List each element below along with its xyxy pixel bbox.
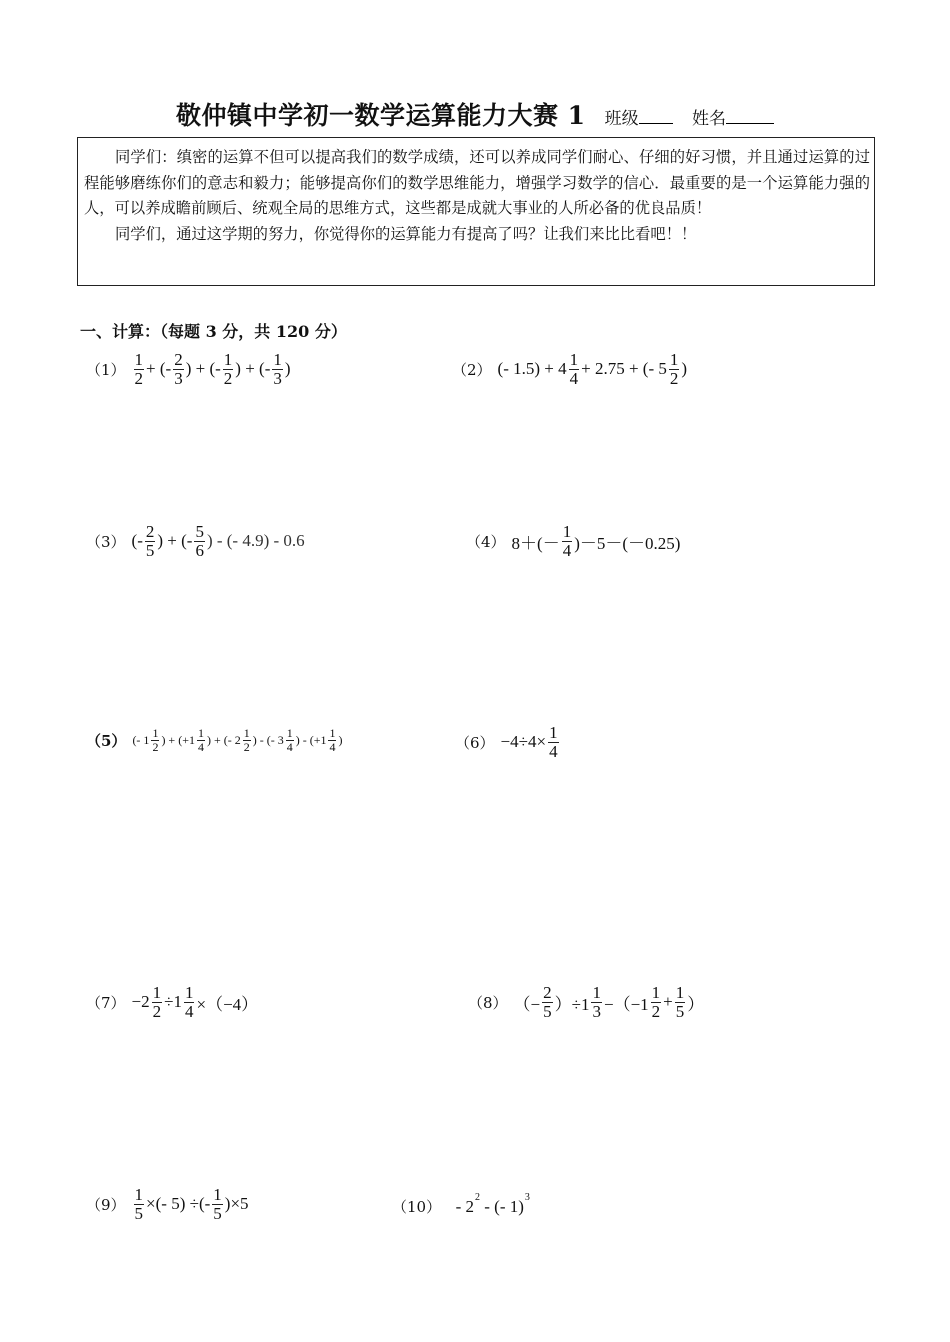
fraction: $\frac{1}{2}$: [152, 983, 162, 1021]
question-2: （2） (- 1.5) + 4 $\frac{1}{4}$ + 2.75 + (- 5 $\frac{1}{2}$ ): [452, 350, 688, 388]
fraction: $\frac{5}{6}$: [195, 522, 204, 560]
question-label: （4）: [466, 532, 506, 551]
fraction: $\frac{1}{5}$: [675, 983, 685, 1021]
question-9: （9） $\frac{1}{5}$ ×(- 5) ÷(- $\frac{1}{5}$ )×5: [86, 1185, 249, 1223]
class-field: [605, 109, 678, 129]
question-8: （8） （− $\frac{2}{5}$ ）÷1 $\frac{1}{3}$ −（−1 $\frac{1}{2}$ + $\frac{1}{5}$ ）: [468, 983, 705, 1021]
fraction: $\frac{1}{4}$: [562, 522, 572, 560]
question-label: （10）: [392, 1198, 442, 1216]
section-heading: 一、计算：（每题 3 分，共 120 分）: [80, 322, 347, 341]
intro-paragraph-1: 同学们：缜密的运算不但可以提高我们的数学成绩，还可以养成同学们耐心、仔细的好习惯，并且通过运算的过程能够磨练你们的意志和毅力；能够提高你们的数学思维能力，增强学习数学的信心．最重要的是一个运算能力强的人，可以养成瞻前顾后、统观全局的思维方式，这些都是成就大事业的人所必备的优良品质！: [84, 148, 870, 217]
intro-box: [77, 137, 875, 286]
fraction: $\frac{2}{5}$: [145, 522, 155, 560]
name-blank[interactable]: [726, 109, 774, 124]
fraction: $\frac{2}{5}$: [543, 983, 552, 1021]
question-label: （5）: [86, 731, 127, 750]
question-10: （10） - 2 2 - (- 1) 3: [392, 1192, 530, 1216]
fraction: $\frac{1}{2}$: [669, 350, 679, 388]
fraction: $\frac{2}{3}$: [174, 350, 183, 388]
question-label: （7）: [86, 993, 126, 1012]
question-7: （7） −2 $\frac{1}{2}$ ÷1 $\frac{1}{4}$ ×（−4）: [86, 983, 259, 1021]
fraction: $\frac{1}{2}$: [223, 350, 233, 388]
question-label: （3）: [86, 532, 126, 551]
fraction: $\frac{1}{3}$: [273, 350, 282, 388]
name-label: 姓名: [692, 109, 727, 129]
class-blank[interactable]: [639, 109, 673, 124]
fraction: $\frac{1}{4}$: [184, 983, 194, 1021]
class-label: 班级: [604, 109, 639, 129]
question-3: （3） (- $\frac{2}{5}$ ) + (- $\frac{5}{6}$ ) - (- 4.9) - 0.6: [86, 522, 305, 560]
fraction: $\frac{1}{2}$: [243, 726, 250, 754]
question-label: （1）: [86, 360, 126, 379]
fraction: $\frac{1}{4}$: [549, 723, 558, 761]
fraction: $\frac{1}{4}$: [569, 350, 579, 388]
fraction: $\frac{1}{2}$: [651, 983, 661, 1021]
question-label: （6）: [455, 733, 495, 752]
fraction: $\frac{1}{4}$: [286, 726, 293, 754]
expression-part: 8＋(－: [511, 533, 560, 553]
question-5: （5） (- 1 $\frac{1}{2}$ ) + (+1 $\frac{1}{4}$ ) + (- 2 $\frac{1}{2}$ ) - (- 3 $\frac{1}{4}$ ) - (+1 $\frac{1}{4}$ ): [86, 726, 343, 754]
fraction: $\frac{1}{4}$: [329, 726, 336, 754]
intro-paragraph-2: 同学们，通过这学期的努力，你觉得你的运算能力有提高了吗？让我们来比比看吧！！: [115, 224, 697, 243]
question-1: （1） $\frac{1}{2}$ + (- $\frac{2}{3}$ ) + (- $\frac{1}{2}$ ) + (- $\frac{1}{3}$ ): [86, 350, 291, 388]
name-field: [692, 109, 774, 129]
fraction: $\frac{1}{2}$: [152, 726, 159, 754]
question-4: [466, 523, 680, 560]
title-text: 敬仲镇中学初一数学运算能力大赛 1: [175, 101, 586, 130]
question-6: [455, 724, 561, 761]
fraction: $\frac{1}{5}$: [134, 1185, 144, 1223]
fraction: $\frac{1}{5}$: [213, 1185, 222, 1223]
expression-part: )－5－(－0.25): [574, 533, 681, 553]
fraction: $\frac{1}{2}$: [134, 350, 144, 388]
question-label: （8）: [468, 993, 508, 1012]
question-label: （9）: [86, 1195, 126, 1214]
fraction: $\frac{1}{4}$: [197, 726, 204, 754]
question-label: （2）: [452, 360, 492, 379]
page-title: [0, 96, 950, 132]
expression-part: −4÷4×: [500, 732, 547, 752]
fraction: $\frac{1}{3}$: [592, 983, 601, 1021]
